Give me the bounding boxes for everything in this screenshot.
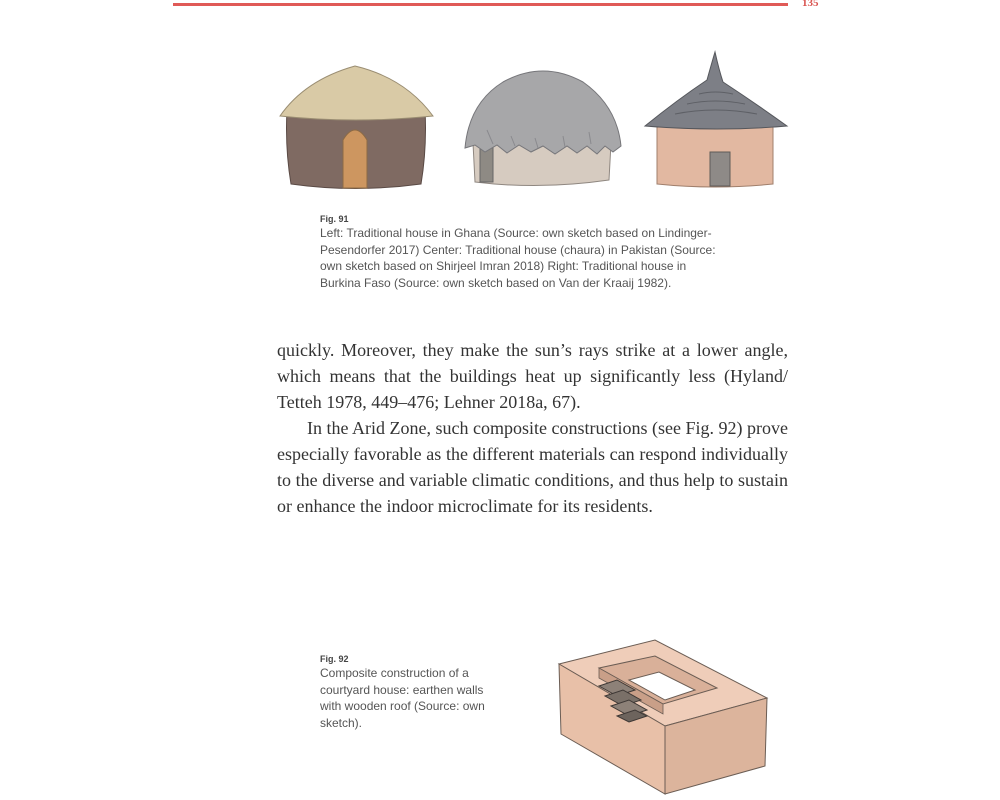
- ghana-house-sketch: [280, 66, 433, 189]
- fig-92-label: Fig. 92: [320, 654, 349, 664]
- fig-92-caption-text: Composite construction of a courtyard house: earthen walls with wooden roof (Source: own sketch).: [320, 666, 485, 730]
- body-paragraph-2: In the Arid Zone, such composite constructions (see Fig. 92) prove especially favorable as the different materials can respond individually to the diverse and variable climatic conditions, and thus help to sustain or enhance the indoor microclimate for its residents.: [277, 418, 788, 516]
- fig-91-label: Fig. 91: [320, 214, 349, 224]
- fig-92-illustration: [555, 636, 770, 796]
- pakistan-chaura-sketch: [465, 71, 621, 186]
- page-number: 135: [802, 0, 819, 9]
- burkina-faso-house-sketch: [645, 52, 787, 187]
- body-text: [277, 337, 788, 519]
- fig-91-caption-text: Left: Traditional house in Ghana (Source: own sketch based on Lindinger-Pesendorfer 2017) Center: Traditional house (chaura) in Pakistan (Source: own sketch based on Shirjeel Imran 2018) Right: Traditional house in Burkina Faso (Source: own sketch based on Van der Kraaij 1982).: [320, 226, 716, 290]
- fig-91-illustration: [275, 48, 795, 193]
- fig-91-caption: [320, 213, 720, 291]
- fig-92-caption: [320, 653, 500, 731]
- top-rule: [173, 3, 788, 6]
- body-paragraph-1: quickly. Moreover, they make the sun’s rays strike at a lower angle, which means that the buildings heat up significantly less (Hyland/ Tetteh 1978, 449–476; Lehner 2018a, 67).: [277, 340, 788, 412]
